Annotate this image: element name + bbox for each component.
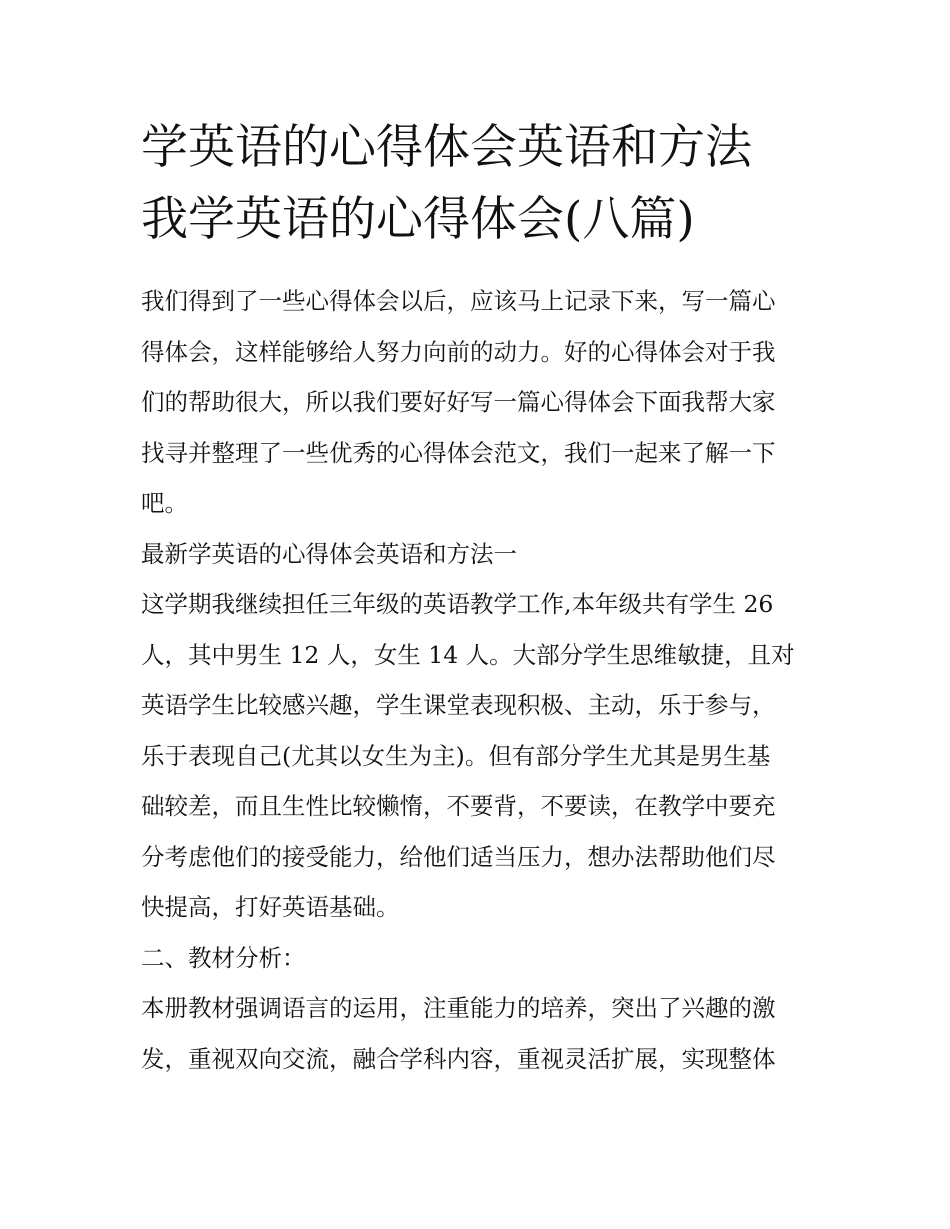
text-line: 得体会，这样能够给人努力向前的动力。好的心得体会对于我: [141, 337, 776, 366]
text-line: 快提高，打好英语基础。: [141, 893, 400, 921]
title-line-1: 学英语的心得体会英语和方法: [141, 120, 752, 175]
student-analysis-paragraph: [141, 579, 813, 933]
textbook-analysis-paragraph: [141, 983, 813, 1084]
document-title: [141, 112, 821, 256]
title-line-2: 我学英语的心得体会(八篇): [141, 192, 695, 247]
text-line: 发，重视双向交流，融合学科内容，重视灵活扩展，实现整体: [141, 1044, 776, 1073]
text-line: 础较差，而且生性比较懒惰，不要背，不要读，在教学中要充: [141, 792, 776, 820]
text-line: 我们得到了一些心得体会以后，应该马上记录下来，写一篇心: [141, 287, 776, 315]
text-line: 找寻并整理了一些优秀的心得体会范文，我们一起来了解一下: [141, 438, 776, 467]
text-line: 吧。: [141, 489, 188, 517]
text-line: 人，其中男生 12 人，女生 14 人。大部分学生思维敏捷，且对: [141, 640, 795, 669]
textbook-heading: [141, 933, 813, 984]
document-body: [141, 276, 813, 1084]
text-line: 们的帮助很大，所以我们要好好写一篇心得体会下面我帮大家: [141, 388, 776, 416]
intro-paragraph: [141, 276, 813, 529]
text-line: 最新学英语的心得体会英语和方法一: [141, 539, 517, 568]
text-line: 二、教材分析：: [141, 943, 306, 972]
text-line: 乐于表现自己(尤其以女生为主)。但有部分学生尤其是男生基: [141, 741, 771, 770]
section-heading: [141, 529, 813, 580]
text-line: 英语学生比较感兴趣，学生课堂表现积极、主动，乐于参与，: [141, 691, 776, 719]
text-line: 本册教材强调语言的运用，注重能力的培养，突出了兴趣的激: [141, 994, 776, 1022]
text-line: 这学期我继续担任三年级的英语教学工作,本年级共有学生 26: [141, 590, 774, 618]
text-line: 分考虑他们的接受能力，给他们适当压力，想办法帮助他们尽: [141, 842, 776, 871]
